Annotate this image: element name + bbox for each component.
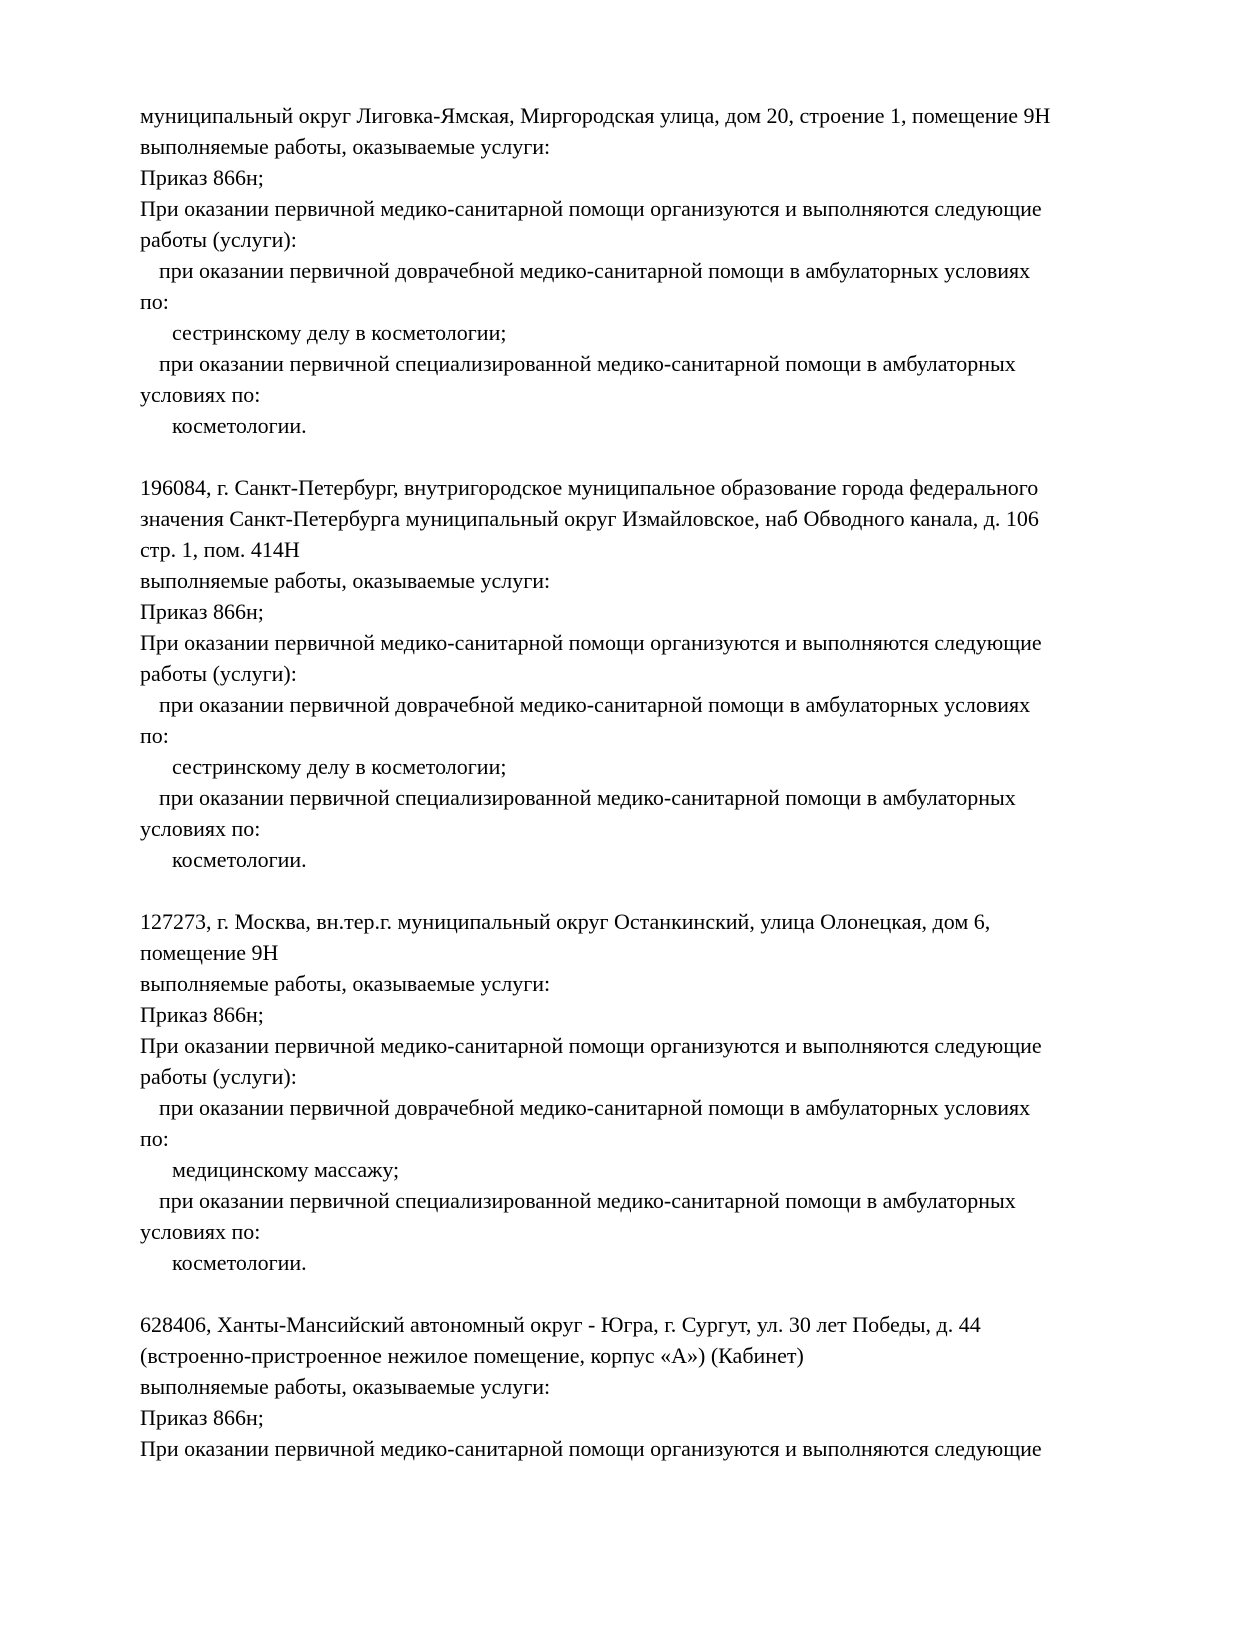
address-line: стр. 1, пом. 414Н [140, 537, 300, 562]
address-line: (встроенно-пристроенное нежилое помещение, корпус «А») (Кабинет) [140, 1343, 804, 1368]
specialized-care-line: условиях по: [140, 816, 261, 841]
address-line: 196084, г. Санкт-Петербург, внутригородское муниципальное образование города федерального [140, 475, 1039, 500]
works-services-label: выполняемые работы, оказываемые услуги: [140, 1374, 551, 1399]
premedical-care-line: по: [140, 289, 169, 314]
order-866n-line: Приказ 866н; [140, 1405, 264, 1430]
specialized-care-line: при оказании первичной специализированной медико-санитарной помощи в амбулаторных [159, 785, 1016, 810]
address-line: муниципальный округ Лиговка-Ямская, Миргородская улица, дом 20, строение 1, помещение 9Н [140, 103, 1051, 128]
premedical-care-line: при оказании первичной доврачебной медико-санитарной помощи в амбулаторных условиях [159, 258, 1031, 283]
premedical-care-line: по: [140, 1126, 169, 1151]
care-intro-line: При оказании первичной медико-санитарной помощи организуются и выполняются следующие [140, 630, 1042, 655]
order-866n-line: Приказ 866н; [140, 165, 264, 190]
address-line: 127273, г. Москва, вн.тер.г. муниципальный округ Останкинский, улица Олонецкая, дом 6, [140, 909, 991, 934]
premedical-care-line: при оказании первичной доврачебной медико-санитарной помощи в амбулаторных условиях [159, 692, 1031, 717]
care-intro-line: работы (услуги): [140, 227, 297, 252]
address-line: значения Санкт-Петербурга муниципальный округ Измайловское, наб Обводного канала, д. 106 [140, 506, 1039, 531]
works-services-label: выполняемые работы, оказываемые услуги: [140, 971, 551, 996]
specialized-care-line: условиях по: [140, 382, 261, 407]
service-item-line: сестринскому делу в косметологии; [172, 320, 507, 345]
service-item-line: косметологии. [172, 1250, 307, 1275]
license-address-block-1 [140, 100, 1130, 441]
specialized-care-line: условиях по: [140, 1219, 261, 1244]
premedical-care-line: при оказании первичной доврачебной медико-санитарной помощи в амбулаторных условиях [159, 1095, 1031, 1120]
specialized-care-line: при оказании первичной специализированной медико-санитарной помощи в амбулаторных [159, 351, 1016, 376]
license-address-block-4 [140, 1309, 1130, 1464]
license-address-block-2 [140, 472, 1130, 875]
service-item-line: медицинскому массажу; [172, 1157, 400, 1182]
care-intro-line: работы (услуги): [140, 1064, 297, 1089]
premedical-care-line: по: [140, 723, 169, 748]
license-address-block-3 [140, 906, 1130, 1278]
works-services-label: выполняемые работы, оказываемые услуги: [140, 568, 551, 593]
care-intro-line: При оказании первичной медико-санитарной помощи организуются и выполняются следующие [140, 196, 1042, 221]
order-866n-line: Приказ 866н; [140, 599, 264, 624]
order-866n-line: Приказ 866н; [140, 1002, 264, 1027]
works-services-label: выполняемые работы, оказываемые услуги: [140, 134, 551, 159]
service-item-line: косметологии. [172, 413, 307, 438]
service-item-line: косметологии. [172, 847, 307, 872]
service-item-line: сестринскому делу в косметологии; [172, 754, 507, 779]
address-line: помещение 9Н [140, 940, 279, 965]
address-line: 628406, Ханты-Мансийский автономный округ - Югра, г. Сургут, ул. 30 лет Победы, д. 44 [140, 1312, 981, 1337]
care-intro-line: При оказании первичной медико-санитарной помощи организуются и выполняются следующие [140, 1436, 1042, 1461]
care-intro-line: При оказании первичной медико-санитарной помощи организуются и выполняются следующие [140, 1033, 1042, 1058]
care-intro-line: работы (услуги): [140, 661, 297, 686]
specialized-care-line: при оказании первичной специализированной медико-санитарной помощи в амбулаторных [159, 1188, 1016, 1213]
